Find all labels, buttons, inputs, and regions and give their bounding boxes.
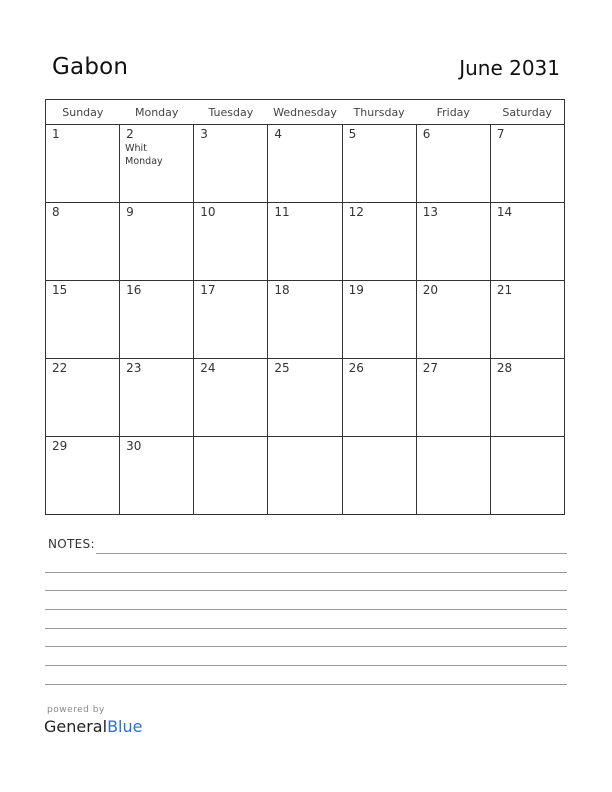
day-cell bbox=[268, 437, 342, 515]
day-number: 18 bbox=[274, 283, 290, 297]
day-number: 6 bbox=[422, 127, 431, 141]
day-cell bbox=[342, 125, 416, 203]
day-number: 7 bbox=[496, 127, 505, 141]
day-cell bbox=[490, 359, 564, 437]
day-cell bbox=[416, 359, 490, 437]
day-cell bbox=[46, 281, 120, 359]
notes-line bbox=[45, 590, 567, 591]
day-cell bbox=[490, 125, 564, 203]
weekday-monday: Monday bbox=[120, 100, 194, 125]
day-number: 4 bbox=[274, 127, 283, 141]
day-cell bbox=[342, 203, 416, 281]
notes-line bbox=[96, 553, 567, 554]
powered-by-text: powered by bbox=[47, 705, 105, 715]
notes-line bbox=[45, 646, 567, 647]
day-number: 22 bbox=[52, 361, 68, 375]
day-cell bbox=[490, 203, 564, 281]
day-number: 15 bbox=[52, 283, 68, 297]
day-cell bbox=[490, 281, 564, 359]
day-number: 1 bbox=[52, 127, 60, 141]
day-number: 27 bbox=[422, 361, 438, 375]
notes-line bbox=[45, 684, 567, 685]
day-number bbox=[194, 437, 267, 453]
day-number: 29 bbox=[52, 439, 68, 453]
day-cell bbox=[194, 281, 268, 359]
calendar-grid bbox=[45, 99, 565, 515]
day-cell bbox=[46, 437, 120, 515]
day-cell bbox=[120, 437, 194, 515]
day-number: 8 bbox=[52, 205, 60, 219]
day-number: 9 bbox=[126, 205, 134, 219]
week-row bbox=[46, 203, 565, 281]
day-cell bbox=[342, 437, 416, 515]
day-cell bbox=[342, 359, 416, 437]
day-number: 13 bbox=[422, 205, 438, 219]
day-cell bbox=[46, 203, 120, 281]
day-cell bbox=[194, 437, 268, 515]
day-cell bbox=[416, 281, 490, 359]
day-cell bbox=[194, 125, 268, 203]
day-cell bbox=[46, 359, 120, 437]
day-number bbox=[491, 437, 564, 453]
notes-line bbox=[45, 628, 567, 629]
day-number: 23 bbox=[126, 361, 142, 375]
day-number: 10 bbox=[200, 205, 216, 219]
day-cell bbox=[490, 437, 564, 515]
day-cell bbox=[268, 203, 342, 281]
weekday-tuesday: Tuesday bbox=[194, 100, 268, 125]
day-cell bbox=[268, 281, 342, 359]
day-number: 14 bbox=[496, 205, 513, 219]
holiday-label: Whit Monday bbox=[125, 143, 163, 167]
country-title: Gabon bbox=[52, 54, 129, 80]
day-cell bbox=[46, 125, 120, 203]
month-year-title: June 2031 bbox=[459, 56, 560, 80]
weekday-wednesday: Wednesday bbox=[268, 100, 342, 125]
day-number: 21 bbox=[496, 283, 513, 297]
weekday-saturday: Saturday bbox=[490, 100, 564, 125]
weekday-sunday: Sunday bbox=[46, 100, 120, 125]
day-cell bbox=[120, 125, 194, 203]
day-cell bbox=[268, 359, 342, 437]
day-cell bbox=[120, 281, 194, 359]
week-row bbox=[46, 437, 565, 515]
weekday-header-row bbox=[46, 100, 565, 125]
day-cell bbox=[416, 125, 490, 203]
day-cell bbox=[342, 281, 416, 359]
day-cell bbox=[194, 203, 268, 281]
notes-line bbox=[45, 572, 567, 573]
notes-line bbox=[45, 609, 567, 610]
day-number: 20 bbox=[422, 283, 438, 297]
day-number bbox=[268, 437, 341, 453]
day-number: 12 bbox=[348, 205, 364, 219]
week-row bbox=[46, 125, 565, 203]
notes-label: NOTES: bbox=[48, 537, 95, 551]
day-number: 28 bbox=[496, 361, 513, 375]
day-cell bbox=[120, 203, 194, 281]
day-cell bbox=[268, 125, 342, 203]
day-number: 17 bbox=[200, 283, 216, 297]
generalblue-logo bbox=[44, 717, 142, 736]
brand-general: General bbox=[44, 717, 108, 736]
day-number bbox=[343, 437, 416, 453]
day-number: 11 bbox=[274, 205, 290, 219]
day-number: 5 bbox=[348, 127, 357, 141]
week-row bbox=[46, 281, 565, 359]
day-cell bbox=[416, 437, 490, 515]
day-number: 25 bbox=[274, 361, 290, 375]
weekday-friday: Friday bbox=[416, 100, 490, 125]
day-number: 26 bbox=[348, 361, 364, 375]
day-cell bbox=[120, 359, 194, 437]
week-row bbox=[46, 359, 565, 437]
brand-blue: Blue bbox=[107, 717, 143, 736]
day-number: 24 bbox=[200, 361, 216, 375]
weekday-thursday: Thursday bbox=[342, 100, 416, 125]
day-number: 2 bbox=[126, 127, 134, 141]
day-number bbox=[417, 437, 490, 453]
day-number: 19 bbox=[348, 283, 364, 297]
day-number: 30 bbox=[126, 439, 142, 453]
day-number: 3 bbox=[200, 127, 208, 141]
day-cell bbox=[416, 203, 490, 281]
day-number: 16 bbox=[126, 283, 142, 297]
day-cell bbox=[194, 359, 268, 437]
notes-line bbox=[45, 665, 567, 666]
